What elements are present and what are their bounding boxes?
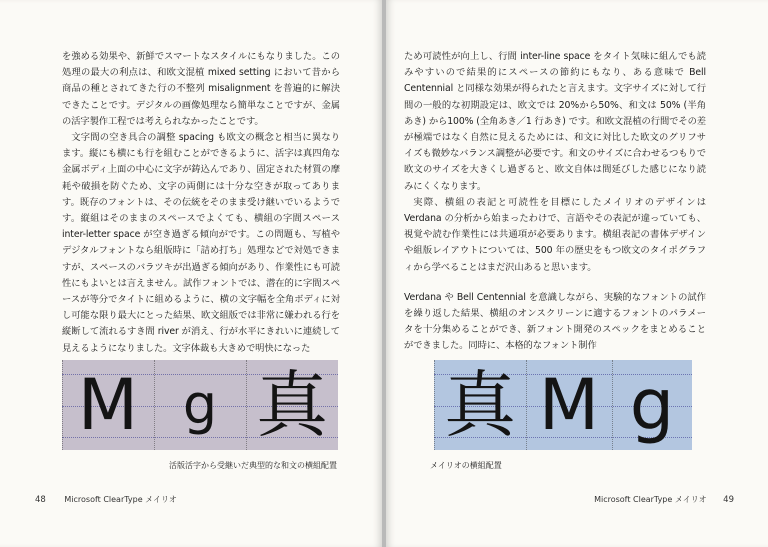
figure-glyph-kanji: 真 — [255, 363, 328, 447]
right-body-text — [404, 49, 706, 355]
right-figure-caption: メイリオの横組配置 — [430, 461, 502, 470]
page-number: 49 — [723, 495, 734, 505]
right-paragraph-1: ため可読性が向上し、行間 inter-line space をタイト気味に組んでも読みやすいので結果的にスペースの節約にもなり、ある意味で Bell Centennial と同様な効果が得られたと言えます。文字サイズに対して行間の一般的な初期設定は、欧文では 20%から50%、和文は 50% (半角あき) から100% (全角あき／1 行あき) です。和欧文混植の行間でその差が極端ではなく自然に見えるためには、和文に対比した欧文のグリフサイズも微妙なバランス調整が必要です。和文のサイズに合わせるつもりで欧文のサイズを大きくし過ぎると、欧文自体は間延びした感じになり読みにくくなります。 — [404, 51, 706, 192]
right-footer — [594, 494, 734, 505]
figure-glyph-g: g — [182, 373, 218, 436]
page-number: 48 — [35, 495, 46, 505]
right-figure-typeset-sample — [434, 360, 692, 450]
left-page — [0, 0, 382, 547]
figure-glyph-M: M — [77, 364, 139, 446]
figure-glyph-g: g — [629, 364, 675, 446]
left-body-text — [62, 49, 340, 357]
figure-glyph-M: M — [538, 364, 600, 446]
running-head: Microsoft ClearType メイリオ — [594, 495, 707, 504]
left-figure-caption: 活版活字から受継いだ典型的な和文の横組配置 — [169, 461, 337, 470]
running-head: Microsoft ClearType メイリオ — [64, 495, 177, 504]
right-page — [386, 0, 768, 547]
right-paragraph-2: 実際、横組の表記と可読性を目標にしたメイリオのデザインは Verdana の分析から始まったわけで、言語やその表記が違っていても、視覚や読む作業性には共通項が必要あります。横組表記の書体デザインや組版レイアウトについては、500 年の歴史をもつ欧文のタイポグラフィから学べることはまだ沢山あると思います。 — [404, 196, 706, 273]
left-figure-typeset-sample — [62, 360, 338, 450]
figure-glyph-kanji: 真 — [443, 363, 516, 447]
left-paragraph-1: を強める効果や、新鮮でスマートなスタイルにもなりました。この処理の最大の利点は、和欧文混植 mixed setting において昔から商品の種とされてきた行の不整列 misalignment を普遍的に解決できたことです。デジタルの画像処理なら簡単なことですが、金属の活字製作工程では考えられなかったことです。 — [62, 51, 340, 127]
left-paragraph-2: 文字間の空き具合の調整 spacing も欧文の概念と相当に異なります。縦にも横にも行を組むことができるように、活字は真四角な金属ボディ上面の中心に文字が鋳込んであり、固定された材質の摩耗や破損を防ぐため、文字の両側には十分な空きが取ってあります。既存のフォントは、その伝統をそのまま受け継いでいるようです。縦組はそのままのスペースでよくても、横組の字間スペース inter-letter space が空き過ぎる傾向がです。この問題も、写植やデジタルフォントなら組版時に「詰め打ち」処理などで対処できますが、スペースのバラツキが出過ぎる傾向があり、作業性にも可読性にもよいとは言えません。試作フォントでは、潜在的に字間スペースが等分でタイトに組めるように、横の文字幅を全角ボディに対し可能な限り最大にとった結果、欧文組版では非常に嫌われる行を縦断して流れるすき間 river が消え、行が水平にきれいに連続して見えるようになりました。文字体裁も大きめで明快になった — [62, 132, 340, 354]
left-footer — [35, 494, 177, 505]
right-paragraph-3: Verdana や Bell Centennial を意識しながら、実験的なフォントの試作を繰り返した結果、横組のオンスクリーンに適するフォントのパラメータを十分集めることができ、新フォント開発のスペックをまとめることができました。同時に、本格的なフォント制作 — [404, 291, 706, 352]
